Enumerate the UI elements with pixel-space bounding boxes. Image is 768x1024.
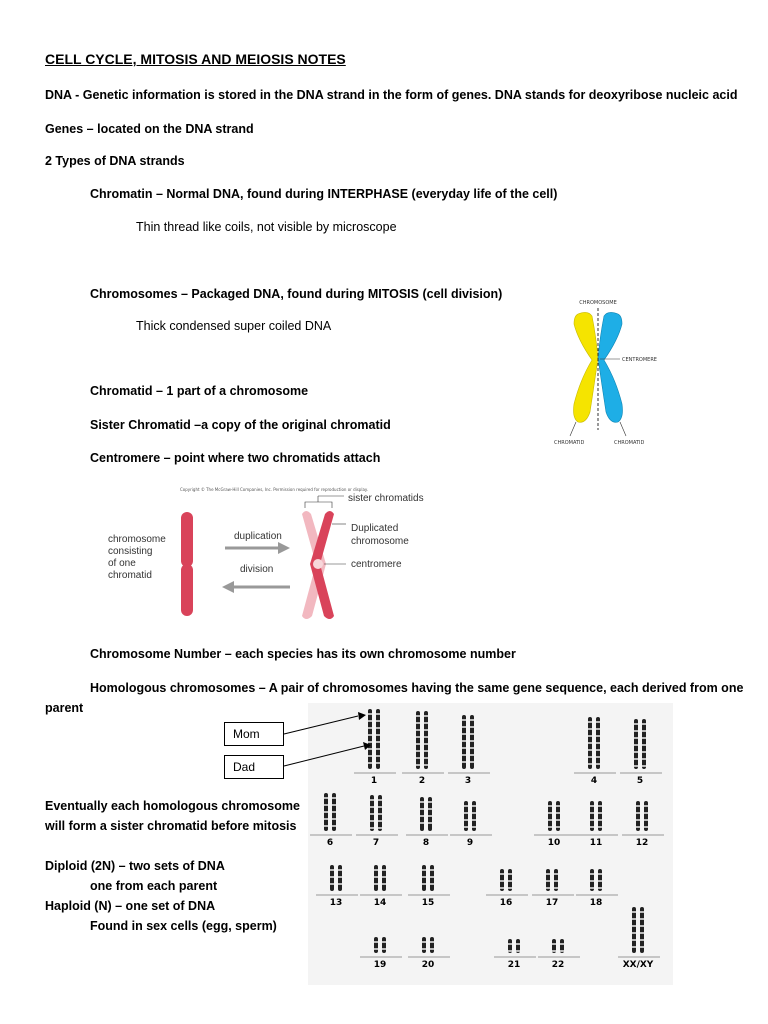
chromosome-band <box>324 818 328 820</box>
pair-number: 9 <box>466 838 474 848</box>
eventually-line-2: will form a sister chromatid before mitosis <box>45 819 297 833</box>
chromosome-band <box>596 735 600 737</box>
chromosome-band <box>378 820 382 822</box>
chromosome-pair-17 <box>532 869 574 908</box>
dad-arrow-head <box>363 742 371 750</box>
mom-label: Mom <box>224 722 284 746</box>
chromosome-band <box>644 805 648 807</box>
duplication-diagram <box>100 484 430 624</box>
left-chromatid-shape <box>574 312 599 422</box>
chromosome-band <box>324 797 328 799</box>
chromosome-band <box>430 876 434 878</box>
chromosome-band <box>382 948 386 950</box>
pair-number: 2 <box>418 776 426 786</box>
chromosome-band <box>330 869 334 871</box>
chromosome-band <box>634 730 638 732</box>
chromosome-band <box>546 880 550 882</box>
chromosome-band <box>338 883 342 885</box>
mom-arrow-line <box>284 716 358 734</box>
chromosome-band <box>598 887 602 889</box>
chromosome-band <box>642 723 646 725</box>
chromosome-band <box>374 948 378 950</box>
diploid-definition: Diploid (2N) – two sets of DNA <box>45 859 225 873</box>
chromosome-band <box>424 743 428 745</box>
chromosome-band <box>416 736 420 738</box>
chromosome-band <box>546 887 550 889</box>
chromosome-pair-5 <box>620 719 662 786</box>
chromosome-band <box>596 721 600 723</box>
chromosome-band <box>382 876 386 878</box>
right-chromatid-label: CHROMATID <box>614 440 645 446</box>
pair-number: 4 <box>590 776 598 786</box>
division-label: division <box>240 564 274 575</box>
chromosome-band <box>548 819 552 821</box>
pair-number: 6 <box>326 838 334 848</box>
chromosome-band <box>374 876 378 878</box>
sister-chromatid-definition: Sister Chromatid –a copy of the original chromatid <box>90 418 391 432</box>
single-chromosome-label-2: consisting <box>108 546 153 557</box>
chromosome-band <box>338 876 342 878</box>
chromosome-pair-18 <box>576 869 618 908</box>
chromosome-band <box>470 747 474 749</box>
chromosome-band <box>374 869 378 871</box>
chromosome-pair-22 <box>538 939 580 970</box>
chromosome-band <box>554 880 558 882</box>
chromosome-band <box>596 756 600 758</box>
chromosome-band <box>642 744 646 746</box>
chromosome-band <box>640 939 644 941</box>
chromosome-band <box>332 811 336 813</box>
chromosome-band <box>548 812 552 814</box>
chromosome-band <box>370 820 374 822</box>
chromosome-band <box>588 728 592 730</box>
chromosome-band <box>552 950 556 952</box>
chromosome-band <box>420 808 424 810</box>
chromosome-band <box>632 932 636 934</box>
chromosome-band <box>464 819 468 821</box>
chromosome-pair-8 <box>406 797 448 848</box>
chromosome-band <box>416 722 420 724</box>
left-chromatid-pointer <box>570 422 576 436</box>
chromosome-band <box>430 883 434 885</box>
eventually-line-1: Eventually each homologous chromosome <box>45 799 300 813</box>
pair-number: 19 <box>373 960 387 970</box>
chromosome-band <box>632 918 636 920</box>
chromosome-pair-21 <box>494 939 536 970</box>
left-chromatid-label: CHROMATID <box>554 440 585 446</box>
pair-number: 17 <box>545 898 559 908</box>
chromosome-band <box>644 819 648 821</box>
chromosome-band <box>374 883 378 885</box>
chromosome-band <box>422 948 426 950</box>
right-chromatid-pointer <box>620 422 626 436</box>
single-chromosome-label-1: chromosome <box>108 534 166 545</box>
homologous-definition: Homologous chromosomes – A pair of chromosomes having the same gene sequence, each derived from one <box>90 681 744 695</box>
pair-number: XX/XY <box>622 960 654 970</box>
chromosome-pair-7 <box>356 795 398 848</box>
chromosome-shape <box>430 937 434 953</box>
chromosome-band <box>598 880 602 882</box>
chromosome-band <box>378 813 382 815</box>
chromosome-band <box>332 804 336 806</box>
chromosome-band <box>546 873 550 875</box>
chromosome-band <box>470 754 474 756</box>
pair-number: 21 <box>507 960 521 970</box>
chromosome-band <box>424 757 428 759</box>
copyright-text: Copyright © The McGraw-Hill Companies, Inc. Permission required for reproduction or display. <box>180 487 368 492</box>
duplicated-label-1: Duplicated <box>351 523 399 534</box>
chromosome-band <box>424 729 428 731</box>
chromosome-band <box>430 948 434 950</box>
chromosome-band <box>598 819 602 821</box>
chromosome-shape <box>416 711 420 769</box>
chromosome-band <box>556 826 560 828</box>
chromosome-band <box>378 799 382 801</box>
chromosome-band <box>382 883 386 885</box>
chromosome-band <box>422 883 426 885</box>
chromosome-band <box>430 869 434 871</box>
chromatin-definition: Chromatin – Normal DNA, found during INTERPHASE (everyday life of the cell) <box>90 187 558 201</box>
chromosome-band <box>428 815 432 817</box>
chromosome-band <box>588 735 592 737</box>
chromosome-band <box>632 946 636 948</box>
chromosome-band <box>634 758 638 760</box>
chromosome-band <box>556 819 560 821</box>
chromosome-band <box>548 805 552 807</box>
chromosome-band <box>508 943 512 945</box>
chromosome-band <box>590 880 594 882</box>
chromosome-pair-3 <box>448 715 490 786</box>
mom-arrow-head <box>358 712 366 720</box>
pair-number: 20 <box>421 960 435 970</box>
chromosome-band <box>424 736 428 738</box>
chromosome-band <box>416 743 420 745</box>
dna-definition: DNA - Genetic information is stored in the DNA strand in the form of genes. DNA stands for deoxyribose nucleic acid <box>45 88 738 102</box>
chromosome-pair-6 <box>310 793 352 848</box>
chromosome-band <box>416 715 420 717</box>
centromere-dot <box>313 559 323 569</box>
pair-number: 18 <box>589 898 603 908</box>
chromosome-band <box>332 818 336 820</box>
chromosome-pair-15 <box>408 865 450 908</box>
chromosome-band <box>598 826 602 828</box>
chromosome-pair-10 <box>534 801 576 848</box>
genes-definition: Genes – located on the DNA strand <box>45 122 254 136</box>
chromosome-band <box>636 826 640 828</box>
chromosome-band <box>556 812 560 814</box>
chromosome-band <box>634 744 638 746</box>
chromosome-band <box>560 943 564 945</box>
chromosome-band <box>590 819 594 821</box>
chromosome-band <box>632 911 636 913</box>
pair-number: 11 <box>589 838 603 848</box>
chromosome-band <box>428 801 432 803</box>
dad-arrow-line <box>284 746 364 766</box>
chromosome-band <box>552 943 556 945</box>
chromosome-band <box>632 939 636 941</box>
chromosomes-definition: Chromosomes – Packaged DNA, found during MITOSIS (cell division) <box>90 287 503 301</box>
chromosome-band <box>636 819 640 821</box>
sister-chromatids-label: sister chromatids <box>348 493 424 504</box>
chromosome-band <box>420 815 424 817</box>
single-chromosome-label-4: chromatid <box>108 570 152 581</box>
centromere-label-2: centromere <box>351 559 402 570</box>
chromosome-band <box>634 737 638 739</box>
chromosome-band <box>472 812 476 814</box>
chromosome-band <box>588 742 592 744</box>
chromosome-band <box>422 869 426 871</box>
right-chromatid-shape <box>598 312 623 422</box>
chromosome-band <box>324 825 328 827</box>
centromere-label: CENTROMERE <box>622 357 657 363</box>
chromosome-band <box>588 756 592 758</box>
chromosome-band <box>634 723 638 725</box>
chromosome-band <box>588 749 592 751</box>
single-chromosome-label-3: of one <box>108 558 136 569</box>
chromosome-band <box>500 887 504 889</box>
chromosome-band <box>464 826 468 828</box>
pair-number: 10 <box>547 838 561 848</box>
pair-number: 7 <box>372 838 380 848</box>
chromosome-band <box>338 869 342 871</box>
chromosome-band <box>382 941 386 943</box>
chromosome-band <box>500 873 504 875</box>
chromosome-band <box>508 873 512 875</box>
chromosomes-detail: Thick condensed super coiled DNA <box>136 319 332 333</box>
pair-number: 1 <box>370 776 378 786</box>
chromosome-band <box>640 918 644 920</box>
chromosome-band <box>516 950 520 952</box>
chromosome-band <box>416 750 420 752</box>
chromatid-definition: Chromatid – 1 part of a chromosome <box>90 384 309 398</box>
pair-number: 22 <box>551 960 565 970</box>
pair-number: 5 <box>636 776 644 786</box>
chromosome-band <box>590 812 594 814</box>
chromosome-band <box>424 715 428 717</box>
chromosome-band <box>556 805 560 807</box>
chromosome-band <box>596 742 600 744</box>
chromosome-band <box>590 887 594 889</box>
chromosome-band <box>416 729 420 731</box>
chromosome-band <box>462 761 466 763</box>
chromosome-band <box>554 873 558 875</box>
chromosome-pair-16 <box>486 869 528 908</box>
chromosome-band <box>470 761 474 763</box>
chromosome-band <box>378 806 382 808</box>
chromosome-band <box>424 722 428 724</box>
chromosome-pair-11 <box>576 801 618 848</box>
chromosome-band <box>644 826 648 828</box>
chromosome-band <box>500 880 504 882</box>
chromosome-band <box>462 719 466 721</box>
chromosome-band <box>462 740 466 742</box>
chromosome-band <box>428 822 432 824</box>
chromosome-pair-19 <box>360 937 402 970</box>
chromosome-pair-20 <box>408 937 450 970</box>
chromosome-band <box>424 750 428 752</box>
chromosome-band <box>640 946 644 948</box>
single-chromatid-top <box>181 512 193 567</box>
chromosome-pair-2 <box>402 711 444 786</box>
chromosome-shape <box>424 711 428 769</box>
chromosome-diagram <box>548 296 660 448</box>
dna-types-heading: 2 Types of DNA strands <box>45 154 185 168</box>
chromosome-band <box>640 925 644 927</box>
chromosome-band <box>462 754 466 756</box>
chromosome-band <box>330 883 334 885</box>
duplicated-label-2: chromosome <box>351 536 409 547</box>
centromere-definition: Centromere – point where two chromatids attach <box>90 451 381 465</box>
pair-number: 16 <box>499 898 513 908</box>
chromosome-band <box>370 799 374 801</box>
chromosome-band <box>642 730 646 732</box>
chromosome-pair-4 <box>574 717 616 786</box>
chromosome-band <box>370 827 374 829</box>
chromosome-band <box>324 811 328 813</box>
chromosome-band <box>422 876 426 878</box>
chromosome-label: CHROMOSOME <box>579 300 617 306</box>
chromosome-band <box>464 805 468 807</box>
chromosome-band <box>588 763 592 765</box>
duplication-label: duplication <box>234 531 282 542</box>
chromosome-band <box>636 805 640 807</box>
chromosome-band <box>598 812 602 814</box>
chromosome-band <box>470 740 474 742</box>
haploid-definition: Haploid (N) – one set of DNA <box>45 899 216 913</box>
chromosome-band <box>378 827 382 829</box>
haploid-detail: Found in sex cells (egg, sperm) <box>90 919 277 933</box>
chromosome-number-definition: Chromosome Number – each species has its own chromosome number <box>90 647 516 661</box>
chromosome-band <box>462 733 466 735</box>
chromosome-band <box>422 941 426 943</box>
chromosome-band <box>462 726 466 728</box>
chromosome-band <box>508 950 512 952</box>
chromosome-band <box>416 757 420 759</box>
chromosome-band <box>382 869 386 871</box>
chromosome-band <box>598 873 602 875</box>
chromosome-pair-13 <box>316 865 358 908</box>
chromosome-band <box>332 825 336 827</box>
chromosome-band <box>548 826 552 828</box>
pair-number: 15 <box>421 898 435 908</box>
chromatin-detail: Thin thread like coils, not visible by microscope <box>136 220 397 234</box>
parent-arrows <box>280 710 380 770</box>
chromosome-band <box>598 805 602 807</box>
chromosome-band <box>516 943 520 945</box>
chromosome-band <box>508 887 512 889</box>
sister-bracket <box>305 502 332 508</box>
chromosome-band <box>472 826 476 828</box>
chromosome-band <box>470 719 474 721</box>
chromosome-band <box>590 826 594 828</box>
chromosome-band <box>588 721 592 723</box>
dad-label: Dad <box>224 755 284 779</box>
chromosome-band <box>420 801 424 803</box>
chromosome-band <box>642 751 646 753</box>
chromosome-band <box>330 876 334 878</box>
duplication-arrow-head <box>278 542 290 554</box>
chromosome-band <box>632 925 636 927</box>
chromosome-band <box>596 763 600 765</box>
pair-number: 8 <box>422 838 430 848</box>
chromosome-shape <box>422 937 426 953</box>
chromosome-band <box>374 941 378 943</box>
chromosome-band <box>472 805 476 807</box>
chromosome-shape <box>374 937 378 953</box>
pair-number: 13 <box>329 898 343 908</box>
single-chromatid-bottom <box>181 564 193 616</box>
chromosome-band <box>508 880 512 882</box>
page-title: CELL CYCLE, MITOSIS AND MEIOSIS NOTES <box>45 51 346 67</box>
chromosome-band <box>560 950 564 952</box>
chromosome-band <box>472 819 476 821</box>
chromosome-band <box>424 764 428 766</box>
chromosome-band <box>324 804 328 806</box>
chromosome-pair-23 <box>618 907 660 970</box>
chromosome-band <box>462 747 466 749</box>
pair-number: 12 <box>635 838 649 848</box>
homologous-definition-cont: parent <box>45 701 84 715</box>
chromosome-band <box>370 806 374 808</box>
chromosome-band <box>642 758 646 760</box>
chromosome-band <box>644 812 648 814</box>
chromosome-shape <box>382 937 386 953</box>
chromosome-band <box>636 812 640 814</box>
chromosome-band <box>596 728 600 730</box>
chromosome-band <box>428 808 432 810</box>
chromosome-band <box>640 932 644 934</box>
chromosome-band <box>590 805 594 807</box>
chromosome-band <box>642 737 646 739</box>
chromosome-band <box>430 941 434 943</box>
chromosome-band <box>554 887 558 889</box>
pair-number: 3 <box>464 776 472 786</box>
chromosome-pair-12 <box>622 801 664 848</box>
chromosome-pair-9 <box>450 801 492 848</box>
chromosome-band <box>634 751 638 753</box>
chromosome-band <box>596 749 600 751</box>
chromosome-band <box>640 911 644 913</box>
chromosome-pair-14 <box>360 865 402 908</box>
chromosome-band <box>634 765 638 767</box>
chromosome-band <box>464 812 468 814</box>
chromosome-band <box>470 726 474 728</box>
chromosome-band <box>332 797 336 799</box>
chromosome-band <box>416 764 420 766</box>
pair-number: 14 <box>373 898 387 908</box>
chromosome-band <box>420 822 424 824</box>
chromosome-band <box>642 765 646 767</box>
diploid-detail: one from each parent <box>90 879 218 893</box>
division-arrow-head <box>222 581 234 593</box>
chromosome-band <box>470 733 474 735</box>
chromosome-band <box>370 813 374 815</box>
chromosome-band <box>590 873 594 875</box>
